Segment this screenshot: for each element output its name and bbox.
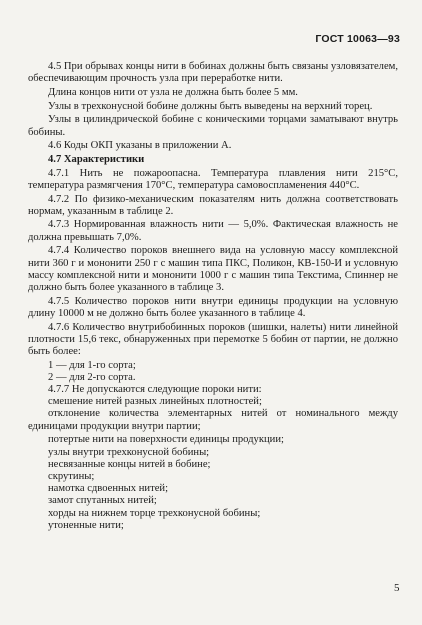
page-number: 5 bbox=[394, 582, 400, 594]
section-heading-4-7: 4.7 Характеристики bbox=[48, 153, 145, 165]
paragraph-4-7-3: 4.7.3 Нормированная влажность нити — 5,0%. Фактическая влажность не должна превышать 7,0%. bbox=[28, 219, 398, 243]
list-item: узлы внутри трехконусной бобины; bbox=[48, 446, 210, 458]
paragraph-knots-cyl: Узлы в цилиндрической бобине с коническими торцами заматывают внутрь бобины. bbox=[28, 114, 398, 138]
list-item: 1 — для 1-го сорта; bbox=[48, 359, 136, 371]
list-item: утоненные нити; bbox=[48, 519, 124, 531]
paragraph-4-7-5: 4.7.5 Количество пороков нити внутри единицы продукции на условную длину 10000 м не должно быть более указанного в таблице 4. bbox=[28, 295, 398, 319]
list-item: смешение нитей разных линейных плотностей; bbox=[48, 396, 262, 408]
paragraph-knots-3cone: Узлы в трехконусной бобине должны быть выведены на верхний торец. bbox=[48, 100, 373, 112]
paragraph-4-7-4: 4.7.4 Количество пороков внешнего вида на условную массу комплексной нити 360 г и мононити 250 г с машин типа ПКС, Поликон, КВ-150-И и условную массу комплексной нити и мононити 1000 г с машин типа Текстима, Спиннер не должно быть более указанного в таблице 3. bbox=[28, 245, 398, 293]
list-item: несвязанные концы нитей в бобине; bbox=[48, 458, 211, 470]
list-item: намотка сдвоенных нитей; bbox=[48, 483, 169, 495]
paragraph-4-7-6: 4.7.6 Количество внутрибобинных пороков (шишки, налеты) нити линейной плотности 15,6 текс, обнаруженных при перемотке 5 бобин от партии, не должно быть более: bbox=[28, 321, 398, 357]
paragraph-4-7-2: 4.7.2 По физико-механическим показателям нить должна соответствовать нормам, указанным в таблице 2. bbox=[28, 193, 398, 217]
list-item: отклонение количества элементарных нитей от номинального между единицами продукции внутри партии; bbox=[28, 408, 398, 432]
document-body bbox=[28, 61, 398, 532]
paragraph-4-6: 4.6 Коды ОКП указаны в приложении А. bbox=[48, 140, 232, 152]
paragraph-length: Длина концов нити от узла не должна быть более 5 мм. bbox=[48, 86, 298, 98]
list-item: скрутины; bbox=[48, 471, 95, 482]
standard-header: ГОСТ 10063—93 bbox=[315, 33, 400, 45]
paragraph-4-7-7: 4.7.7 Не допускаются следующие пороки нити: bbox=[48, 384, 262, 396]
list-item: замот спутанных нитей; bbox=[48, 495, 157, 507]
paragraph-4-7-1: 4.7.1 Нить не пожароопасна. Температура плавления нити 215°С, температура размягчения 170°С, температура самовоспламенения 440°С. bbox=[28, 167, 398, 191]
list-item: 2 — для 2-го сорта. bbox=[48, 371, 136, 383]
paragraph-4-5: 4.5 При обрывах концы нити в бобинах должны быть связаны узловязателем, обеспечивающим прочность узла при переработке нити. bbox=[28, 61, 398, 85]
list-item: хорды на нижнем торце трехконусной бобины; bbox=[48, 507, 261, 519]
list-item: потертые нити на поверхности единицы продукции; bbox=[48, 434, 284, 446]
